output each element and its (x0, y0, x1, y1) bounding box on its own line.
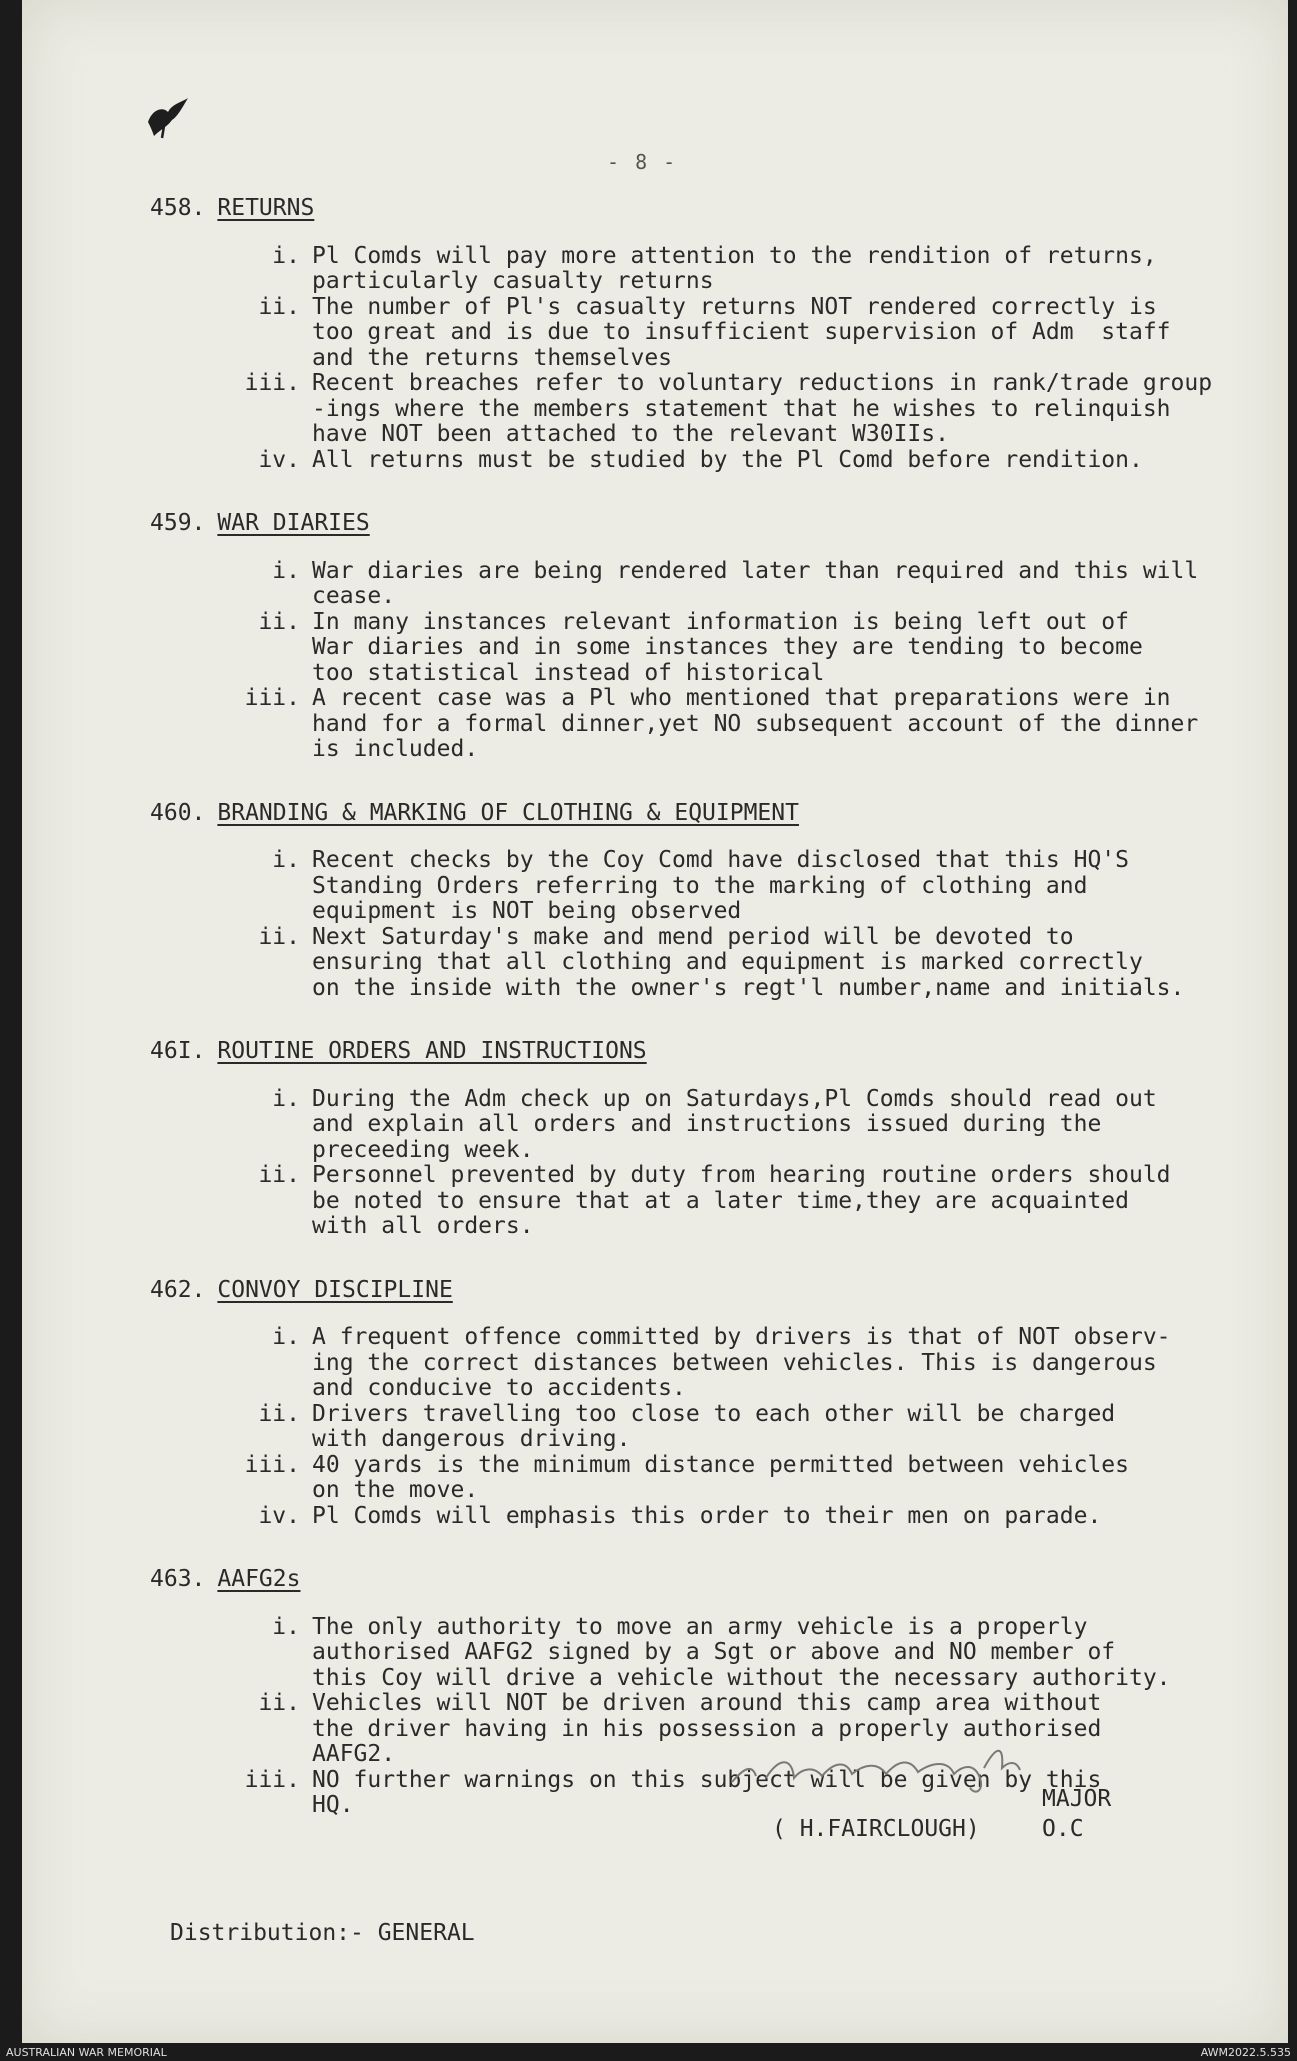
item-text: Recent breaches refer to voluntary reductions in rank/trade group -ings where the members statement that he wishes to relinquish have NOT been attached to the relevant W30IIs. (312, 370, 1213, 447)
section (150, 196, 1270, 473)
item-text: Pl Comds will emphasis this order to their men on parade. (312, 1502, 1102, 1529)
item-text: NO further warnings on this subject will be given by this HQ. (312, 1766, 1102, 1818)
section-heading (150, 1567, 1270, 1593)
order-item (150, 448, 1270, 474)
orders-body (150, 196, 1270, 1857)
section-number: 46I. (150, 1038, 206, 1064)
item-text: War diaries are being rendered later than required and this will cease. (312, 557, 1199, 609)
item-number: i. (272, 1613, 300, 1640)
item-text: A frequent offence committed by drivers is that of NOT observ- ing the correct distances between vehicles. This is dangerous and conducive to accidents. (312, 1324, 1171, 1401)
order-item (150, 1453, 1270, 1504)
order-item (150, 559, 1270, 610)
section-number: 459. (150, 510, 206, 536)
footer-accession-number: AWM2022.5.535 (1200, 2046, 1291, 2059)
section (150, 801, 1270, 1002)
signatory-appointment: O.C (1042, 1816, 1084, 1842)
footer-institution: AUSTRALIAN WAR MEMORIAL (6, 2046, 167, 2059)
item-number: ii. (258, 608, 300, 635)
order-item (150, 610, 1270, 687)
item-number: ii. (258, 1400, 300, 1427)
section-heading (150, 801, 1270, 827)
item-text: In many instances relevant information is being left out of War diaries and in some instances they are tending to become too statistical instead of historical (312, 608, 1143, 686)
document-page (22, 0, 1288, 2043)
signatory-rank: MAJOR (1042, 1786, 1112, 1812)
item-text: Next Saturday's make and mend period will be devoted to ensuring that all clothing and equipment is marked correctly on the inside with the owner's regt'l number,name and initials. (312, 923, 1185, 1001)
order-item (150, 1402, 1270, 1453)
item-text: 40 yards is the minimum distance permitted between vehicles on the move. (312, 1451, 1129, 1503)
item-number: i. (272, 557, 300, 584)
item-text: Pl Comds will pay more attention to the rendition of returns, particularly casualty returns (312, 242, 1157, 294)
order-item (150, 295, 1270, 372)
section-heading (150, 511, 1270, 537)
signatory-name: ( H.FAIRCLOUGH) (772, 1816, 980, 1842)
distribution-line: Distribution:- GENERAL (170, 1920, 475, 1946)
item-text: Drivers travelling too close to each other will be charged with dangerous driving. (312, 1400, 1116, 1452)
section-number: 462. (150, 1276, 206, 1303)
item-number: i. (272, 1324, 300, 1350)
order-item (150, 1504, 1270, 1530)
page-number: - 8 - (607, 150, 678, 174)
ink-blot-mark (138, 92, 194, 140)
section-title: ROUTINE ORDERS AND INSTRUCTIONS (217, 1038, 647, 1064)
item-number: ii. (258, 1162, 300, 1188)
section-number: 463. (150, 1566, 206, 1592)
item-text: Personnel prevented by duty from hearing routine orders should be noted to ensure that at a later time,they are acquainted with all orders. (312, 1162, 1171, 1239)
signature-block (702, 1738, 1162, 1868)
item-number: ii. (258, 1690, 300, 1716)
item-number: iii. (244, 1451, 300, 1478)
order-item (150, 1087, 1270, 1164)
item-text: Recent checks by the Coy Comd have disclosed that this HQ'S Standing Orders referring to the marking of clothing and equipment is NOT being observed (312, 847, 1129, 924)
section-title: BRANDING & MARKING OF CLOTHING & EQUIPMENT (217, 799, 799, 826)
order-item (150, 1163, 1270, 1240)
section-heading (150, 196, 1270, 222)
order-item (150, 848, 1270, 925)
item-text: All returns must be studied by the Pl Comd before rendition. (312, 446, 1143, 473)
section-title: RETURNS (217, 195, 315, 221)
item-text: The only authority to move an army vehicle is a properly authorised AAFG2 signed by a Sgt or above and NO member of this Coy will drive a vehicle without the necessary authority. (312, 1613, 1171, 1691)
section-number: 460. (150, 799, 206, 826)
order-item (150, 371, 1270, 448)
section-number: 458. (150, 195, 206, 221)
item-number: i. (272, 242, 300, 269)
section (150, 511, 1270, 763)
section-heading (150, 1278, 1270, 1304)
item-text: The number of Pl's casualty returns NOT rendered correctly is too great and is due to insufficient supervision of Adm staff and the returns themselves (312, 293, 1171, 371)
order-item (150, 925, 1270, 1002)
order-item (150, 1615, 1270, 1692)
item-number: i. (272, 1085, 300, 1112)
section-title: AAFG2s (217, 1566, 301, 1592)
section (150, 1039, 1270, 1240)
order-item (150, 686, 1270, 763)
item-number: ii. (258, 923, 300, 950)
section (150, 1278, 1270, 1530)
item-text: During the Adm check up on Saturdays,Pl Comds should read out and explain all orders and instructions issued during the preceeding week. (312, 1085, 1157, 1163)
archive-footer (0, 2043, 1297, 2061)
item-text: Vehicles will NOT be driven around this camp area without the driver having in his possession a properly authorised AAFG2. (312, 1690, 1102, 1767)
section-heading (150, 1039, 1270, 1065)
order-item (150, 244, 1270, 295)
section-title: WAR DIARIES (217, 510, 370, 536)
order-item (150, 1325, 1270, 1402)
item-number: i. (272, 847, 300, 873)
item-number: iii. (244, 1766, 300, 1793)
item-number: iii. (244, 370, 300, 396)
item-number: ii. (258, 293, 300, 320)
section-title: CONVOY DISCIPLINE (217, 1276, 453, 1303)
item-number: iv. (258, 446, 300, 473)
item-number: iii. (244, 685, 300, 711)
item-text: A recent case was a Pl who mentioned that preparations were in hand for a formal dinner,yet NO subsequent account of the dinner is included. (312, 685, 1199, 762)
item-number: iv. (258, 1502, 300, 1529)
